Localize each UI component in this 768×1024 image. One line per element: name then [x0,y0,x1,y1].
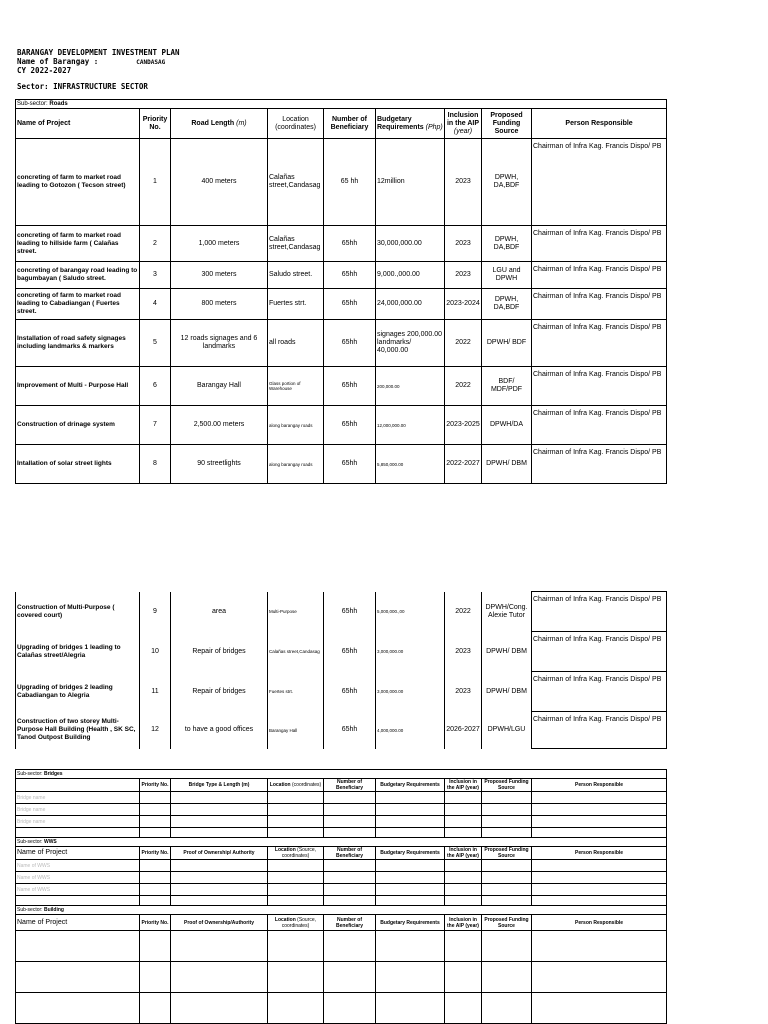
barangay-name: CANDASAG [136,59,166,66]
placeholder-name: Bridge name [16,792,140,804]
cell-name: concreting of barangay road leading to bagumbayan ( Saludo street. [16,262,140,289]
bridges-col-person: Person Responsible [532,779,667,792]
cell-length: 400 meters [171,139,268,226]
cell-priority: 4 [140,289,171,320]
empty-cell [482,872,532,884]
cell-person: Chairman of Infra Kag. Francis Dispo/ PB [532,406,667,445]
cell-name: Upgrading of bridges 2 leading Cabadiangan to Alegria [16,672,140,712]
cell-priority: 3 [140,262,171,289]
cell-funding: DPWH, DA,BDF [482,289,532,320]
empty-cell [532,816,667,828]
cell-aip: 2023 [445,262,482,289]
table-row [16,672,667,712]
bridges-col-priority: Priority No. [140,779,171,792]
table-row [16,226,667,262]
empty-cell [445,884,482,896]
cell-priority: 1 [140,139,171,226]
cell-funding: DPWH/ DBM [482,672,532,712]
cell-beneficiary: 65 hh [324,139,376,226]
empty-cell [532,792,667,804]
empty-cell [140,816,171,828]
cell-beneficiary: 65hh [324,592,376,632]
col-road-length: Road Length (m) [171,109,268,139]
cell-budget: signages 200,000.00 landmarks/ 40,000.00 [376,320,445,367]
cell-aip: 2023-2024 [445,289,482,320]
wws-col-budget: Budgetary Requirements [376,847,445,860]
building-col-location: Location (Source, coordinates) [268,915,324,931]
empty-cell [268,884,324,896]
cell-length: Repair of bridges [171,672,268,712]
col-priority: Priority No. [140,109,171,139]
empty-cell [482,804,532,816]
cell-priority: 10 [140,632,171,672]
table-row [16,445,667,484]
empty-cell [324,872,376,884]
roads-table [15,99,667,484]
empty-cell [268,860,324,872]
cell-beneficiary: 65hh [324,320,376,367]
building-col-priority: Priority No. [140,915,171,931]
empty-cell [482,816,532,828]
wws-col-person: Person Responsible [532,847,667,860]
cell-person: Chairman of Infra Kag. Francis Dispo/ PB [532,632,667,672]
building-row [16,962,667,993]
building-row [16,931,667,962]
cell-aip: 2023 [445,226,482,262]
wws-subsector: Sub-sector: WWS [16,838,667,847]
cell-budget: 5,000,000.,00 [376,592,445,632]
cell-aip: 2022 [445,592,482,632]
cell-length: to have a good offices [171,712,268,749]
empty-cell [445,872,482,884]
empty-cell [376,804,445,816]
empty-cell [376,792,445,804]
cell-funding: DPWH/ BDF [482,320,532,367]
building-header-row [16,915,667,931]
bridges-col-type: Bridge Type & Length (m) [171,779,268,792]
empty-cell [324,792,376,804]
cell-location: Saludo street. [268,262,324,289]
building-col-beneficiary: Number of Beneficiary [324,915,376,931]
empty-cell [532,804,667,816]
cell-length: 300 meters [171,262,268,289]
cell-name: concreting of farm to market road leading to Cabadiangan ( Fuertes street. [16,289,140,320]
cell-budget: 24,000,000.00 [376,289,445,320]
cell-beneficiary: 65hh [324,712,376,749]
empty-cell [268,792,324,804]
bridges-col-beneficiary: Number of Beneficiary [324,779,376,792]
cell-aip: 2022 [445,367,482,406]
col-funding: Proposed Funding Source [482,109,532,139]
empty-cell [268,872,324,884]
table-row [16,712,667,749]
cell-aip: 2023 [445,632,482,672]
list-item [16,804,667,816]
cell-person: Chairman of Infra Kag. Francis Dispo/ PB [532,226,667,262]
building-col-funding: Proposed Funding Source [482,915,532,931]
building-subsector: Sub-sector: Building [16,906,667,915]
cell-funding: DPWH/Cong. Alexie Tutor [482,592,532,632]
col-person: Person Responsible [532,109,667,139]
empty-cell [376,860,445,872]
cell-funding: LGU and DPWH [482,262,532,289]
empty-cell [140,792,171,804]
cell-person: Chairman of Infra Kag. Francis Dispo/ PB [532,445,667,484]
table-row [16,139,667,226]
wws-col-beneficiary: Number of Beneficiary [324,847,376,860]
cell-beneficiary: 65hh [324,289,376,320]
placeholder-name: Name of WWS [16,860,140,872]
wws-header-row [16,847,667,860]
empty-cell [171,860,268,872]
wws-empty-row [16,896,667,906]
cell-beneficiary: 65hh [324,632,376,672]
cell-priority: 12 [140,712,171,749]
bridges-col-location: Location (coordinates) [268,779,324,792]
cell-length: Barangay Hall [171,367,268,406]
building-col-name: Name of Project [16,915,140,931]
col-budget: Budgetary Requirements (Php) [376,109,445,139]
empty-cell [324,804,376,816]
building-col-budget: Budgetary Requirements [376,915,445,931]
sector-label: Sector: INFRASTRUCTURE SECTOR [17,82,148,91]
wws-col-priority: Priority No. [140,847,171,860]
roads-table-continued [15,591,667,749]
table-row [16,406,667,445]
cell-location: Fuertes strt. [268,289,324,320]
cell-location: all roads [268,320,324,367]
cell-beneficiary: 65hh [324,445,376,484]
bridges-subsector: Sub-sector: Bridges [16,770,667,779]
cell-funding: DPWH, DA,BDF [482,226,532,262]
cell-budget: 3,000,000.00 [376,632,445,672]
empty-cell [140,860,171,872]
cell-priority: 8 [140,445,171,484]
placeholder-name: Name of WWS [16,884,140,896]
cell-person: Chairman of Infra Kag. Francis Dispo/ PB [532,139,667,226]
cell-name: concreting of farm to market road leading to hillside farm ( Calañas street. [16,226,140,262]
table-row [16,367,667,406]
cell-name: Construction of two storey Multi-Purpose Hall Building (Health , SK SC, Tanod Outpost Building [16,712,140,749]
cell-location: along barangay roads [268,406,324,445]
cell-funding: DPWH/DA [482,406,532,445]
doc-title: BARANGAY DEVELOPMENT INVESTMENT PLAN [17,48,180,57]
building-col-person: Person Responsible [532,915,667,931]
cell-location: Calañas street,Candasag [268,632,324,672]
cell-priority: 6 [140,367,171,406]
cell-budget: 5,850,000.00 [376,445,445,484]
col-aip: Inclusion in the AIP (year) [445,109,482,139]
roads-header-row [16,109,667,139]
cell-name: Construction of Multi-Purpose ( covered court) [16,592,140,632]
cell-beneficiary: 65hh [324,406,376,445]
empty-cell [268,804,324,816]
cell-beneficiary: 65hh [324,367,376,406]
cell-funding: DPWH, DA,BDF [482,139,532,226]
cell-location: along barangay roads [268,445,324,484]
cell-priority: 11 [140,672,171,712]
empty-cell [140,872,171,884]
cell-priority: 9 [140,592,171,632]
barangay-name-label: Name of Barangay : [17,57,99,66]
bridges-col-funding: Proposed Funding Source [482,779,532,792]
table-row [16,632,667,672]
cell-beneficiary: 65hh [324,262,376,289]
cell-length: 1,000 meters [171,226,268,262]
cell-budget: 12,000,000.00 [376,406,445,445]
cell-budget: 30,000,000.00 [376,226,445,262]
empty-cell [532,872,667,884]
calendar-year: CY 2022-2027 [17,66,72,75]
wws-col-name: Name of Project [16,847,140,860]
cell-person: Chairman of Infra Kag. Francis Dispo/ PB [532,672,667,712]
col-name: Name of Project [16,109,140,139]
cell-aip: 2022-2027 [445,445,482,484]
cell-person: Chairman of Infra Kag. Francis Dispo/ PB [532,262,667,289]
cell-name: Installation of road safety signages including landmarks & markers [16,320,140,367]
cell-location: Calañas street,Candasag [268,139,324,226]
cell-person: Chairman of Infra Kag. Francis Dispo/ PB [532,592,667,632]
empty-cell [482,860,532,872]
bridges-col-aip: Inclusion in the AIP (year) [445,779,482,792]
cell-length: 2,500.00 meters [171,406,268,445]
empty-cell [376,884,445,896]
bridges-empty-row [16,828,667,838]
cell-name: Improvement of Multi - Purpose Hall [16,367,140,406]
cell-location: Barangay Hall [268,712,324,749]
cell-aip: 2023 [445,672,482,712]
empty-cell [140,884,171,896]
cell-length: area [171,592,268,632]
cell-aip: 2026-2027 [445,712,482,749]
table-row [16,289,667,320]
cell-funding: DPWH/ DBM [482,445,532,484]
empty-cell [482,884,532,896]
list-item [16,860,667,872]
empty-cell [171,872,268,884]
cell-funding: BDF/ MDF/PDF [482,367,532,406]
empty-cell [324,816,376,828]
building-col-aip: Inclusion in the AIP (year) [445,915,482,931]
cell-aip: 2023-2025 [445,406,482,445]
cell-length: 90 streetlights [171,445,268,484]
cell-priority: 7 [140,406,171,445]
empty-cell [532,860,667,872]
wws-col-aip: Inclusion in the AIP (year) [445,847,482,860]
table-row [16,320,667,367]
wws-col-location: Location (Source, coordinates) [268,847,324,860]
cell-length: 12 roads signages and 6 landmarks [171,320,268,367]
list-item [16,884,667,896]
bridges-col-budget: Budgetary Requirements [376,779,445,792]
empty-cell [171,792,268,804]
cell-person: Chairman of Infra Kag. Francis Dispo/ PB [532,320,667,367]
empty-cell [140,804,171,816]
empty-cell [171,816,268,828]
cell-budget: 200,000.00 [376,367,445,406]
empty-cell [482,792,532,804]
empty-cell [445,804,482,816]
table-row [16,262,667,289]
bridges-col-name [16,779,140,792]
empty-cell [324,884,376,896]
cell-name: Upgrading of bridges 1 leading to Calañas street/Alegria [16,632,140,672]
empty-cell [376,872,445,884]
cell-aip: 2023 [445,139,482,226]
building-col-proof: Proof of Ownership/Authority [171,915,268,931]
placeholder-name: Bridge name [16,816,140,828]
list-item [16,816,667,828]
empty-cell [324,860,376,872]
empty-cell [532,884,667,896]
cell-aip: 2022 [445,320,482,367]
bridges-header-row [16,779,667,792]
empty-cell [268,816,324,828]
roads-subsector: Sub-sector: Roads [16,100,667,109]
placeholder-name: Name of WWS [16,872,140,884]
cell-person: Chairman of Infra Kag. Francis Dispo/ PB [532,289,667,320]
cell-priority: 5 [140,320,171,367]
cell-name: concreting of farm to market road leading to Gotozon ( Tecson street) [16,139,140,226]
list-item [16,872,667,884]
cell-location: Multi-Purpose [268,592,324,632]
empty-cell [445,816,482,828]
cell-priority: 2 [140,226,171,262]
building-row [16,993,667,1024]
cell-name: Intallation of solar street lights [16,445,140,484]
placeholder-name: Bridge name [16,804,140,816]
empty-cell [445,860,482,872]
wws-col-proof: Proof of Ownership/ Authority [171,847,268,860]
cell-location: Calañas street,Candasag [268,226,324,262]
cell-funding: DPWH/ DBM [482,632,532,672]
cell-beneficiary: 65hh [324,226,376,262]
empty-cell [171,884,268,896]
cell-length: 800 meters [171,289,268,320]
cell-person: Chairman of Infra Kag. Francis Dispo/ PB [532,367,667,406]
col-beneficiary: Number of Beneficiary [324,109,376,139]
list-item [16,792,667,804]
cell-beneficiary: 65hh [324,672,376,712]
empty-cell [445,792,482,804]
cell-name: Construction of drinage system [16,406,140,445]
wws-col-funding: Proposed Funding Source [482,847,532,860]
table-row [16,592,667,632]
cell-person: Chairman of Infra Kag. Francis Dispo/ PB [532,712,667,749]
col-location: Location (coordinates) [268,109,324,139]
cell-budget: 4,000,000.00 [376,712,445,749]
cell-budget: 3,000,000.00 [376,672,445,712]
cell-budget: 9,000.,000.00 [376,262,445,289]
empty-cell [171,804,268,816]
cell-length: Repair of bridges [171,632,268,672]
empty-cell [376,816,445,828]
cell-budget: 12million [376,139,445,226]
cell-funding: DPWH/LGU [482,712,532,749]
cell-location: Glass portion of Warehouse [268,367,324,406]
cell-location: Fuertes strt. [268,672,324,712]
bridges-table [15,769,667,1024]
